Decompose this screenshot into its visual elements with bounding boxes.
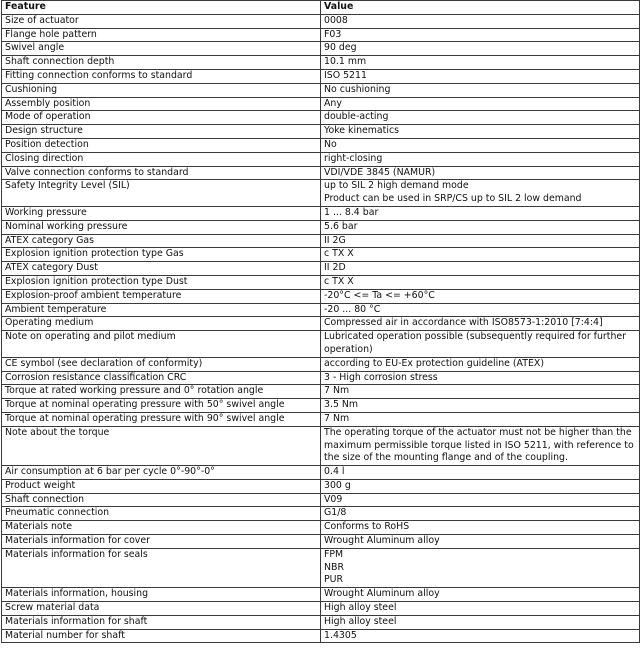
table-row xyxy=(2,28,640,42)
value-cell xyxy=(321,399,640,413)
value-cell xyxy=(321,588,640,602)
feature-cell: Explosion ignition protection type Gas xyxy=(2,248,321,262)
feature-cell: Working pressure xyxy=(2,206,321,220)
table-row xyxy=(2,385,640,399)
value-line: -20 ... 80 °C xyxy=(324,303,381,315)
table-row xyxy=(2,262,640,276)
value-line: c TX X xyxy=(324,248,354,260)
feature-cell: Torque at nominal operating pressure with 50° swivel angle xyxy=(2,399,321,413)
value-line: Wrought Aluminum alloy xyxy=(324,588,440,600)
value-cell xyxy=(321,111,640,125)
feature-cell: ATEX category Gas xyxy=(2,234,321,248)
feature-cell: Ambient temperature xyxy=(2,303,321,317)
feature-cell: Corrosion resistance classification CRC xyxy=(2,371,321,385)
value-line: Compressed air in accordance with ISO8573-1:2010 [7:4:4] xyxy=(324,317,603,329)
value-cell xyxy=(321,507,640,521)
feature-cell: CE symbol (see declaration of conformity) xyxy=(2,357,321,371)
value-cell xyxy=(321,42,640,56)
feature-cell: Product weight xyxy=(2,479,321,493)
value-line: c TX X xyxy=(324,275,354,287)
value-line: 300 g xyxy=(324,479,351,491)
value-line: II 2D xyxy=(324,262,346,274)
value-line: 3.5 Nm xyxy=(324,399,359,411)
value-line: High alloy steel xyxy=(324,602,397,614)
value-cell xyxy=(321,289,640,303)
value-cell xyxy=(321,629,640,643)
value-line: 7 Nm xyxy=(324,412,350,424)
table-row xyxy=(2,371,640,385)
table-row xyxy=(2,180,640,207)
value-column-header: Value xyxy=(321,1,640,15)
value-cell xyxy=(321,166,640,180)
value-cell xyxy=(321,220,640,234)
table-row xyxy=(2,479,640,493)
table-row xyxy=(2,629,640,643)
value-line: 90 deg xyxy=(324,42,357,54)
table-row xyxy=(2,548,640,587)
value-cell xyxy=(321,303,640,317)
feature-cell: Operating medium xyxy=(2,317,321,331)
value-cell xyxy=(321,152,640,166)
value-cell xyxy=(321,615,640,629)
value-line: 7 Nm xyxy=(324,385,350,397)
value-line: double-acting xyxy=(324,111,389,123)
spec-table-body xyxy=(2,14,640,643)
table-row xyxy=(2,206,640,220)
value-cell xyxy=(321,385,640,399)
table-row xyxy=(2,83,640,97)
feature-cell: Design structure xyxy=(2,125,321,139)
value-cell xyxy=(321,262,640,276)
feature-cell: Torque at rated working pressure and 0° rotation angle xyxy=(2,385,321,399)
value-line: G1/8 xyxy=(324,507,347,519)
table-row xyxy=(2,275,640,289)
value-line: Wrought Aluminum alloy xyxy=(324,535,440,547)
value-cell xyxy=(321,331,640,358)
value-cell xyxy=(321,426,640,465)
value-cell xyxy=(321,28,640,42)
table-row xyxy=(2,466,640,480)
value-cell xyxy=(321,317,640,331)
value-line: PUR xyxy=(324,574,344,586)
value-line: 1 ... 8.4 bar xyxy=(324,206,379,218)
value-cell xyxy=(321,493,640,507)
value-line: -20°C <= Ta <= +60°C xyxy=(324,289,435,301)
feature-cell: Note about the torque xyxy=(2,426,321,465)
feature-cell: Nominal working pressure xyxy=(2,220,321,234)
feature-cell: Pneumatic connection xyxy=(2,507,321,521)
value-line: 0.4 l xyxy=(324,466,345,478)
feature-cell: Materials information, housing xyxy=(2,588,321,602)
value-cell xyxy=(321,248,640,262)
value-cell xyxy=(321,535,640,549)
feature-cell: Note on operating and pilot medium xyxy=(2,331,321,358)
value-cell xyxy=(321,521,640,535)
value-line: FPM xyxy=(324,548,344,560)
table-row xyxy=(2,602,640,616)
feature-cell: Cushioning xyxy=(2,83,321,97)
table-row xyxy=(2,69,640,83)
value-line: 1.4305 xyxy=(324,629,357,641)
table-row xyxy=(2,357,640,371)
value-line: Any xyxy=(324,97,342,109)
value-cell xyxy=(321,69,640,83)
feature-cell: Valve connection conforms to standard xyxy=(2,166,321,180)
feature-cell: Materials information for seals xyxy=(2,548,321,587)
table-row xyxy=(2,97,640,111)
table-row xyxy=(2,125,640,139)
value-line: right-closing xyxy=(324,152,383,164)
feature-cell: Assembly position xyxy=(2,97,321,111)
value-line: Product can be used in SRP/CS up to SIL 2 low demand xyxy=(324,193,582,205)
feature-cell: Explosion-proof ambient temperature xyxy=(2,289,321,303)
feature-cell: Torque at nominal operating pressure with 90° swivel angle xyxy=(2,412,321,426)
table-row xyxy=(2,303,640,317)
feature-cell: Material number for shaft xyxy=(2,629,321,643)
table-row xyxy=(2,331,640,358)
value-line: The operating torque of the actuator must not be higher than the maximum permissible torque listed in ISO 5211, with reference to the size of the mounting flange and of the coupling. xyxy=(324,426,634,464)
feature-cell: Fitting connection conforms to standard xyxy=(2,69,321,83)
value-cell xyxy=(321,234,640,248)
table-row xyxy=(2,399,640,413)
table-row xyxy=(2,152,640,166)
table-row xyxy=(2,166,640,180)
value-line: Lubricated operation possible (subsequently required for further operation) xyxy=(324,331,627,355)
table-row xyxy=(2,42,640,56)
value-line: 5.6 bar xyxy=(324,220,358,232)
value-line: Conforms to RoHS xyxy=(324,521,410,533)
feature-cell: Position detection xyxy=(2,138,321,152)
value-line: High alloy steel xyxy=(324,615,397,627)
value-line: No xyxy=(324,138,337,150)
value-cell xyxy=(321,138,640,152)
value-line: up to SIL 2 high demand mode xyxy=(324,180,469,192)
value-cell xyxy=(321,83,640,97)
value-line: 10.1 mm xyxy=(324,56,367,68)
feature-cell: Swivel angle xyxy=(2,42,321,56)
value-line: F03 xyxy=(324,28,342,40)
table-row xyxy=(2,14,640,28)
feature-cell: Materials information for cover xyxy=(2,535,321,549)
table-row xyxy=(2,220,640,234)
value-line: 3 - High corrosion stress xyxy=(324,371,438,383)
spec-table xyxy=(1,0,640,643)
table-row xyxy=(2,588,640,602)
value-cell xyxy=(321,206,640,220)
value-line: 0008 xyxy=(324,14,348,26)
table-row xyxy=(2,615,640,629)
table-row xyxy=(2,493,640,507)
feature-cell: Materials information for shaft xyxy=(2,615,321,629)
feature-cell: Shaft connection xyxy=(2,493,321,507)
feature-cell: Flange hole pattern xyxy=(2,28,321,42)
value-cell xyxy=(321,97,640,111)
value-cell xyxy=(321,14,640,28)
feature-cell: Safety Integrity Level (SIL) xyxy=(2,180,321,207)
table-row xyxy=(2,426,640,465)
feature-cell: Size of actuator xyxy=(2,14,321,28)
table-row xyxy=(2,138,640,152)
table-row xyxy=(2,248,640,262)
value-cell xyxy=(321,357,640,371)
value-cell xyxy=(321,371,640,385)
value-cell xyxy=(321,548,640,587)
feature-cell: Closing direction xyxy=(2,152,321,166)
feature-cell: Explosion ignition protection type Dust xyxy=(2,275,321,289)
value-cell xyxy=(321,56,640,70)
value-cell xyxy=(321,466,640,480)
value-line: V09 xyxy=(324,493,343,505)
table-header-row xyxy=(2,1,640,15)
feature-cell: Mode of operation xyxy=(2,111,321,125)
table-row xyxy=(2,535,640,549)
value-line: II 2G xyxy=(324,234,346,246)
value-cell xyxy=(321,125,640,139)
value-line: VDI/VDE 3845 (NAMUR) xyxy=(324,166,436,178)
value-cell xyxy=(321,479,640,493)
value-cell xyxy=(321,275,640,289)
feature-cell: Air consumption at 6 bar per cycle 0°-90°-0° xyxy=(2,466,321,480)
feature-cell: Materials note xyxy=(2,521,321,535)
table-row xyxy=(2,521,640,535)
value-line: ISO 5211 xyxy=(324,69,367,81)
feature-cell: Screw material data xyxy=(2,602,321,616)
feature-cell: Shaft connection depth xyxy=(2,56,321,70)
value-line: Yoke kinematics xyxy=(324,125,399,137)
table-row xyxy=(2,234,640,248)
table-row xyxy=(2,289,640,303)
table-row xyxy=(2,317,640,331)
table-row xyxy=(2,412,640,426)
value-line: NBR xyxy=(324,561,344,573)
feature-cell: ATEX category Dust xyxy=(2,262,321,276)
value-cell xyxy=(321,412,640,426)
table-row xyxy=(2,56,640,70)
table-row xyxy=(2,507,640,521)
value-cell xyxy=(321,180,640,207)
table-row xyxy=(2,111,640,125)
value-line: according to EU-Ex protection guideline (ATEX) xyxy=(324,357,544,369)
value-cell xyxy=(321,602,640,616)
value-line: No cushioning xyxy=(324,83,391,95)
feature-column-header: Feature xyxy=(2,1,321,15)
